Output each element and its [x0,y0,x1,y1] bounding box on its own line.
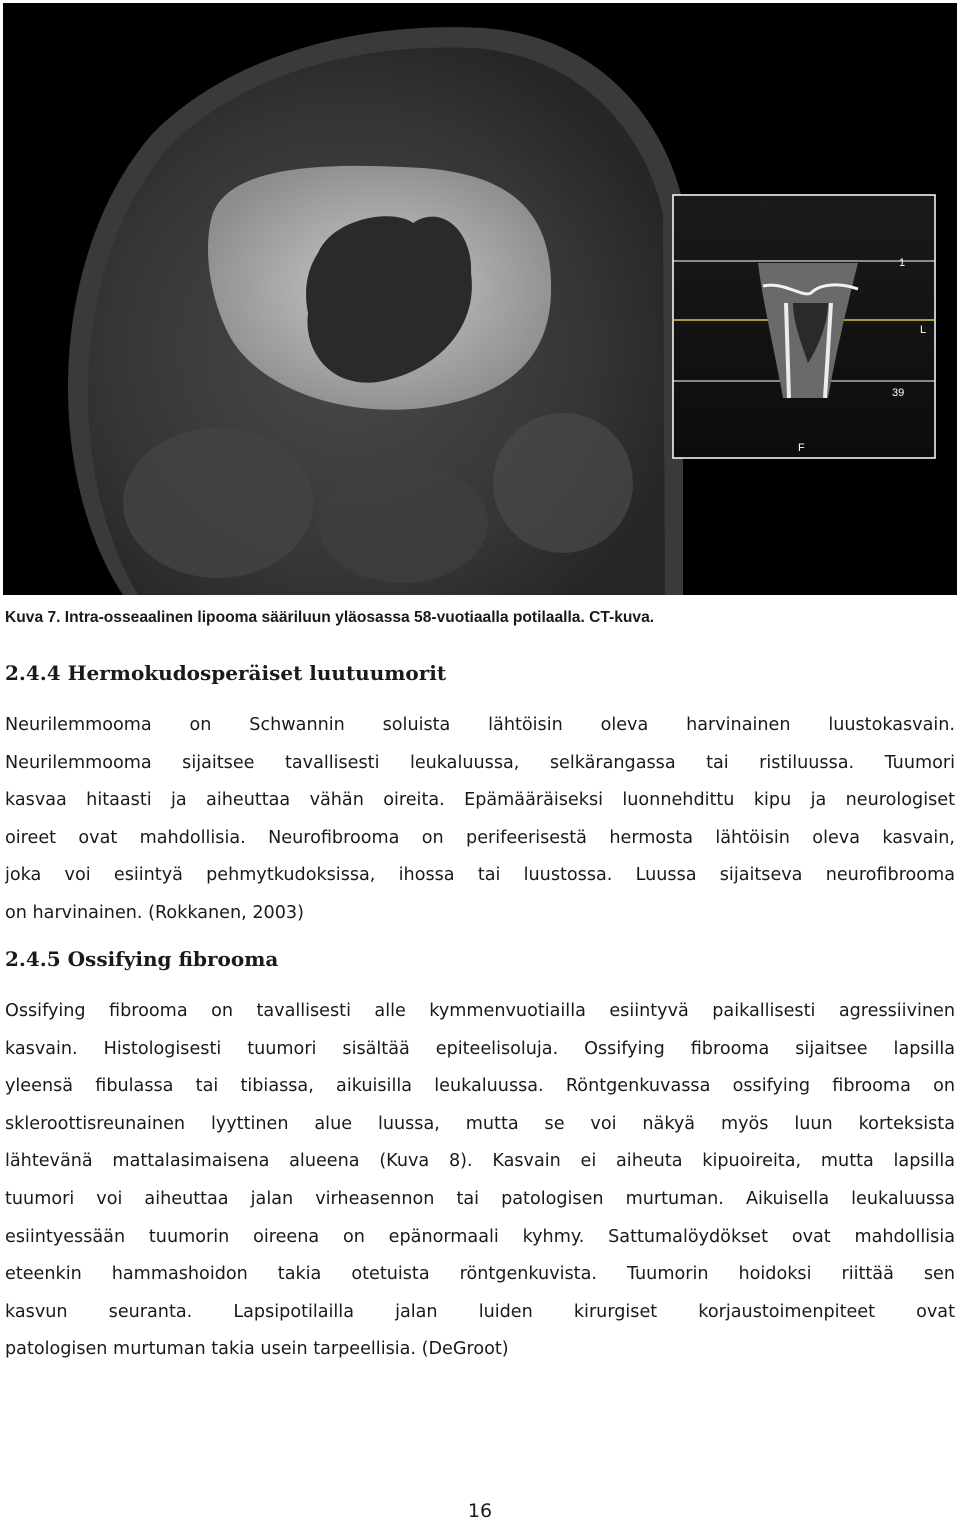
inset-label-f: F [798,442,805,454]
page-number: 16 [467,1500,493,1522]
inset-label-1: 1 [899,257,906,269]
section-heading-2-4-5: 2.4.5 Ossifying fibrooma [5,947,279,971]
paragraph-line: oireet ovat mahdollisia. Neurofibrooma on perifeerisestä hermosta lähtöisin oleva kasvain, [5,827,955,848]
inset-label-39: 39 [892,387,905,399]
section-heading-2-4-4: 2.4.4 Hermokudosperäiset luutuumorit [5,661,447,685]
section-paragraph-2-4-4 [5,707,955,933]
inset-label-l: L [920,324,927,336]
paragraph-line: joka voi esiintyä pehmytkudoksissa, ihossa tai luustossa. Luussa sijaitseva neurofibrooma [5,865,955,886]
paragraph-line: tuumori voi aiheuttaa jalan virheasennon tai patologisen murtuman. Aikuisella leukaluussa [5,1188,955,1209]
figure-caption: Kuva 7. Intra-osseaalinen lipooma sääriluun yläosassa 58-vuotiaalla potilaalla. CT-kuva. [5,609,655,626]
paragraph-line: Neurilemmooma sijaitsee tavallisesti leukaluussa, selkärangassa tai ristiluussa. Tuumori [5,752,955,773]
paragraph-line: kasvaa hitaasti ja aiheuttaa vähän oireita. Epämääräiseksi luonnehdittu kipu ja neurologiset [5,790,955,811]
paragraph-line: esiintyessään tuumorin oireena on epänormaali kyhmy. Sattumalöydökset ovat mahdollisia [5,1226,955,1247]
paragraph-line: patologisen murtuman takia usein tarpeellisia. (DeGroot) [5,1339,509,1360]
section-paragraph-2-4-5 [5,993,955,1369]
paragraph-line: skleroottisreunainen lyyttinen alue luussa, mutta se voi näkyä myös luun korteksista [5,1113,955,1134]
paragraph-line: kasvain. Histologisesti tuumori sisältää epiteelisoluja. Ossifying fibrooma sijaitsee lapsilla [5,1038,955,1059]
paragraph-line: yleensä fibulassa tai tibiassa, aikuisilla leukaluussa. Röntgenkuvassa ossifying fibrooma on [5,1076,955,1097]
paragraph-line: lähtevänä mattalasimaisena alueena (Kuva 8). Kasvain ei aiheuta kipuoireita, mutta lapsilla [5,1151,955,1172]
paragraph-line: Neurilemmooma on Schwannin soluista lähtöisin oleva harvinainen luustokasvain. [5,715,955,735]
paragraph-line: kasvun seuranta. Lapsipotilailla jalan luiden kirurgiset korjaustoimenpiteet ovat [5,1301,955,1322]
paragraph-line: eteenkin hammashoidon takia otetuista röntgenkuvista. Tuumorin hoidoksi riittää sen [5,1264,955,1285]
ct-scan-figure [3,3,957,595]
paragraph-line: on harvinainen. (Rokkanen, 2003) [5,902,304,923]
ct-inset-coronal-view [673,195,935,458]
paragraph-line: Ossifying fibrooma on tavallisesti alle kymmenvuotiailla esiintyvä paikallisesti agressiivinen [5,1001,955,1021]
